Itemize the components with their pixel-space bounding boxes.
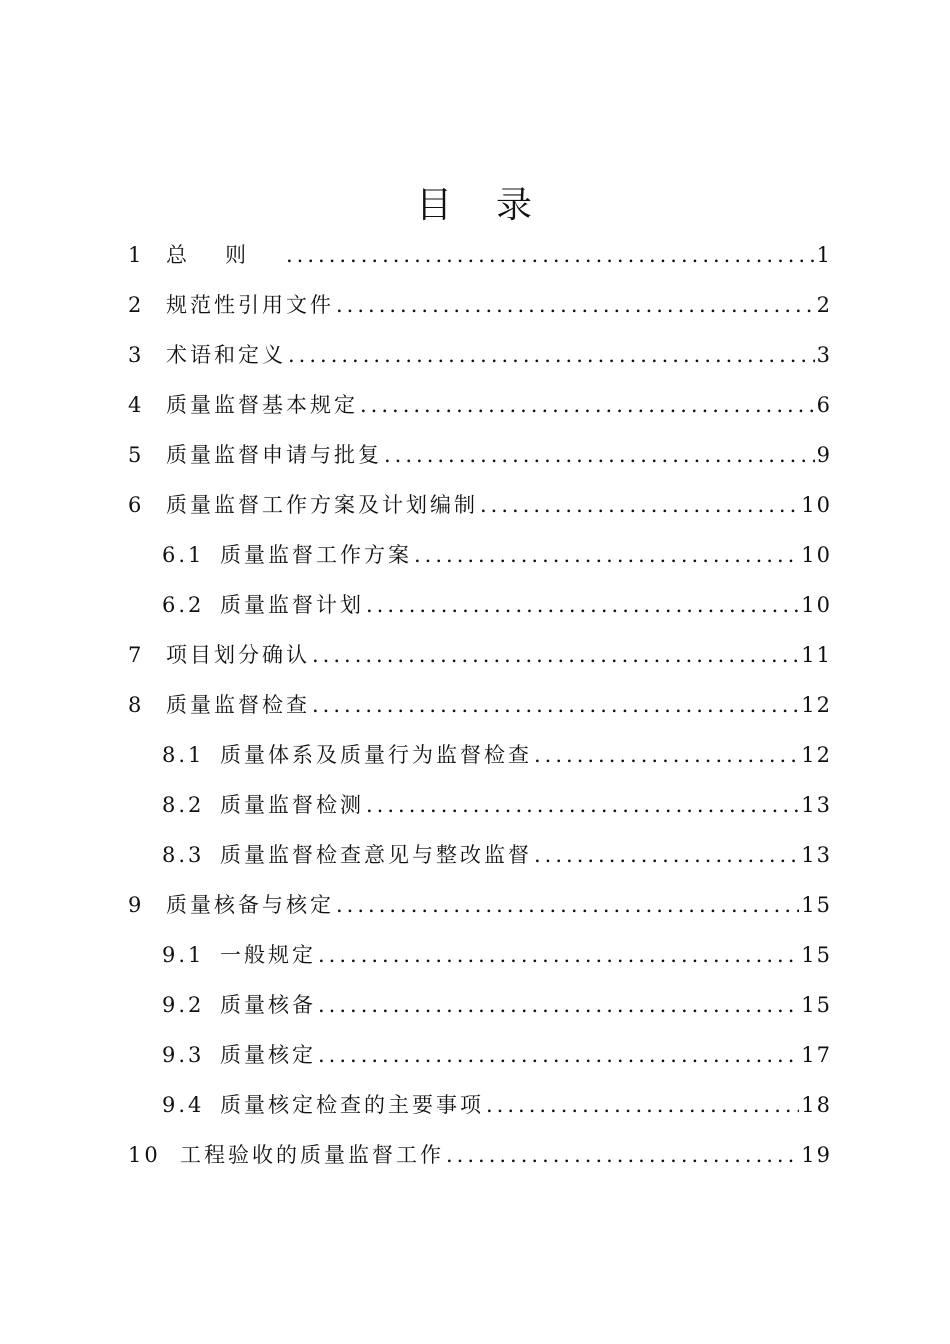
toc-entry-9-3[interactable] [128, 1030, 832, 1080]
title-char-2: 录 [496, 185, 535, 226]
toc-entry-page: 15 [801, 893, 832, 917]
toc-entry-page: 15 [801, 943, 832, 967]
toc-entry-page: 13 [801, 793, 832, 817]
toc-entry-number: 6.1 [162, 543, 205, 567]
toc-entry-9-1[interactable] [128, 930, 832, 980]
toc-entry-number: 8.3 [162, 843, 205, 867]
toc-entry-page: 11 [801, 643, 832, 667]
toc-entry-page: 12 [801, 693, 832, 717]
toc-entry-page: 15 [801, 993, 832, 1017]
toc-leader-dots [312, 680, 799, 730]
toc-leader-dots [318, 930, 799, 980]
toc-leader-dots [366, 580, 799, 630]
toc-entry-number: 3 [128, 343, 145, 367]
toc-entry-4[interactable] [128, 380, 832, 430]
toc-entry-page: 10 [801, 543, 832, 567]
toc-leader-dots [336, 280, 815, 330]
table-of-contents [128, 230, 832, 1180]
toc-entry-label: 质量监督检查 [166, 693, 310, 717]
toc-entry-number: 8.1 [162, 743, 205, 767]
toc-entry-number: 8.2 [162, 793, 205, 817]
toc-entry-9[interactable] [128, 880, 832, 930]
toc-entry-number: 6.2 [162, 593, 205, 617]
toc-entry-number: 4 [128, 393, 145, 417]
toc-entry-label: 质量体系及质量行为监督检查 [220, 743, 532, 767]
toc-entry-8-1[interactable] [128, 730, 832, 780]
toc-entry-number: 1 [128, 243, 145, 267]
toc-entry-label: 质量监督检查意见与整改监督 [220, 843, 532, 867]
toc-entry-label: 质量监督申请与批复 [166, 443, 382, 467]
toc-entry-page: 2 [816, 293, 832, 317]
toc-entry-label: 质量监督基本规定 [166, 393, 358, 417]
toc-entry-number: 9.2 [162, 993, 205, 1017]
toc-leader-dots [336, 880, 799, 930]
toc-entry-8-3[interactable] [128, 830, 832, 880]
toc-entry-6-2[interactable] [128, 580, 832, 630]
toc-entry-8-2[interactable] [128, 780, 832, 830]
toc-leader-dots [360, 380, 815, 430]
toc-leader-dots [288, 330, 815, 380]
toc-leader-dots [534, 830, 799, 880]
toc-leader-dots [480, 480, 799, 530]
toc-entry-1[interactable] [128, 230, 832, 280]
toc-entry-label: 总则 [166, 243, 284, 267]
toc-entry-5[interactable] [128, 430, 832, 480]
toc-entry-number: 9 [128, 893, 145, 917]
toc-entry-label: 术语和定义 [166, 343, 286, 367]
toc-entry-page: 6 [816, 393, 832, 417]
toc-entry-page: 10 [801, 593, 832, 617]
toc-entry-6[interactable] [128, 480, 832, 530]
toc-leader-dots [486, 1080, 799, 1130]
toc-entry-7[interactable] [128, 630, 832, 680]
toc-leader-dots [312, 630, 799, 680]
toc-entry-page: 10 [801, 493, 832, 517]
toc-entry-label: 质量核备与核定 [166, 893, 334, 917]
toc-entry-label: 质量核备 [220, 993, 316, 1017]
toc-entry-label: 质量监督工作方案 [220, 543, 412, 567]
toc-leader-dots [534, 730, 799, 780]
toc-leader-dots [366, 780, 799, 830]
toc-entry-number: 8 [128, 693, 145, 717]
title-char-1: 目 [415, 185, 454, 226]
toc-entry-page: 9 [816, 443, 832, 467]
toc-entry-page: 19 [801, 1143, 832, 1167]
toc-entry-label: 质量监督工作方案及计划编制 [166, 493, 478, 517]
toc-leader-dots [286, 230, 815, 280]
toc-entry-page: 3 [816, 343, 832, 367]
toc-entry-label: 规范性引用文件 [166, 293, 334, 317]
toc-entry-2[interactable] [128, 280, 832, 330]
toc-entry-label: 质量核定 [220, 1043, 316, 1067]
toc-entry-number: 9.3 [162, 1043, 205, 1067]
toc-entry-page: 18 [801, 1093, 832, 1117]
toc-leader-dots [318, 1030, 799, 1080]
toc-entry-6-1[interactable] [128, 530, 832, 580]
toc-entry-number: 9.1 [162, 943, 205, 967]
toc-entry-number: 2 [128, 293, 145, 317]
toc-entry-9-2[interactable] [128, 980, 832, 1030]
toc-entry-page: 17 [801, 1043, 832, 1067]
toc-entry-number: 10 [128, 1143, 161, 1167]
toc-leader-dots [318, 980, 799, 1030]
toc-entry-8[interactable] [128, 680, 832, 730]
toc-entry-number: 6 [128, 493, 145, 517]
toc-entry-number: 7 [128, 643, 145, 667]
toc-entry-label: 一般规定 [220, 943, 316, 967]
toc-entry-label: 工程验收的质量监督工作 [180, 1143, 444, 1167]
toc-entry-page: 13 [801, 843, 832, 867]
toc-entry-page: 1 [816, 243, 832, 267]
toc-entry-number: 9.4 [162, 1093, 205, 1117]
toc-entry-label: 项目划分确认 [166, 643, 310, 667]
toc-leader-dots [414, 530, 799, 580]
toc-leader-dots [446, 1130, 799, 1180]
toc-entry-page: 12 [801, 743, 832, 767]
toc-leader-dots [384, 430, 815, 480]
toc-entry-9-4[interactable] [128, 1080, 832, 1130]
toc-entry-3[interactable] [128, 330, 832, 380]
page-title [0, 180, 950, 232]
toc-entry-label: 质量监督计划 [220, 593, 364, 617]
toc-entry-10[interactable] [128, 1130, 832, 1180]
toc-entry-label: 质量监督检测 [220, 793, 364, 817]
toc-entry-label: 质量核定检查的主要事项 [220, 1093, 484, 1117]
toc-entry-number: 5 [128, 443, 145, 467]
